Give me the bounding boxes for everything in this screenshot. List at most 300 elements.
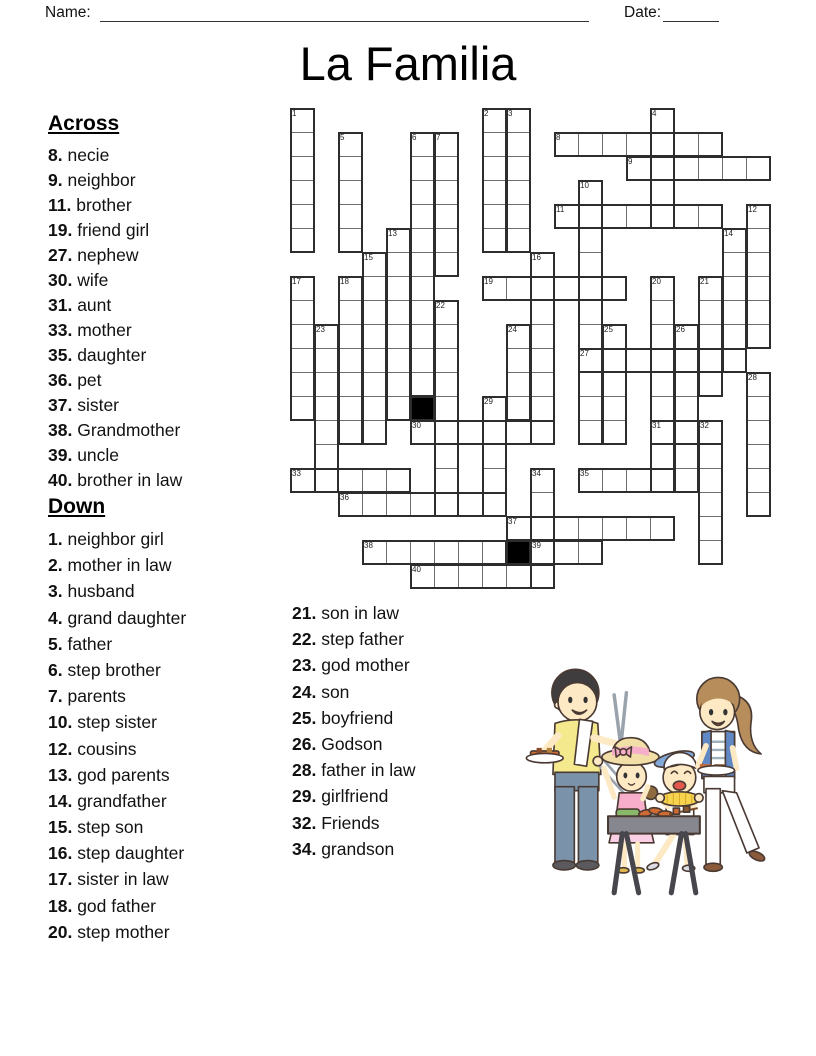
grid-cell-3-7[interactable]	[362, 276, 387, 301]
grid-number-9: 9	[628, 157, 633, 166]
grid-cell-8-1[interactable]	[482, 132, 507, 157]
grid-cell-4-10[interactable]	[386, 348, 411, 373]
grid-cell-9-11[interactable]	[506, 372, 531, 397]
grid-cell-0-7[interactable]	[290, 276, 315, 301]
grid-cell-6-1[interactable]	[434, 132, 459, 157]
grid-cell-15-7[interactable]	[650, 276, 675, 301]
grid-cell-0-11[interactable]	[290, 372, 315, 397]
clue-34: 34. grandson	[292, 838, 395, 859]
grid-number-21: 21	[700, 277, 709, 286]
clue-10: 10. step sister	[48, 712, 157, 733]
grid-cell-3-6[interactable]	[362, 252, 387, 277]
grid-cell-10-11[interactable]	[530, 372, 555, 397]
grid-cell-12-5[interactable]	[578, 228, 603, 253]
clue-6: 6. step brother	[48, 659, 161, 680]
clue-36: 36. pet	[48, 370, 102, 390]
grid-cell-2-2[interactable]	[338, 156, 363, 181]
grid-cell-18-9[interactable]	[722, 324, 747, 349]
grid-cell-5-7[interactable]	[410, 276, 435, 301]
grid-cell-13-1[interactable]	[602, 132, 627, 157]
grid-cell-13-10[interactable]	[602, 348, 627, 373]
grid-cell-2-15[interactable]	[338, 468, 363, 493]
grid-cell-18-7[interactable]	[722, 276, 747, 301]
grid-cell-6-9[interactable]	[434, 324, 459, 349]
grid-cell-0-0[interactable]	[290, 108, 315, 133]
grid-cell-15-4[interactable]	[650, 204, 675, 229]
grid-cell-3-10[interactable]	[362, 348, 387, 373]
grid-cell-12-7[interactable]	[578, 276, 603, 301]
grid-cell-5-10[interactable]	[410, 348, 435, 373]
grid-cell-14-2[interactable]	[626, 156, 651, 181]
grid-cell-19-7[interactable]	[746, 276, 771, 301]
grid-number-29: 29	[484, 397, 493, 406]
grid-cell-17-11[interactable]	[698, 372, 723, 397]
grid-cell-2-11[interactable]	[338, 372, 363, 397]
grid-cell-11-18[interactable]	[554, 540, 579, 565]
grid-cell-8-18[interactable]	[482, 540, 507, 565]
down-heading: Down	[48, 495, 106, 518]
grid-cell-10-8[interactable]	[530, 300, 555, 325]
grid-cell-19-11[interactable]	[746, 372, 771, 397]
grid-cell-4-11[interactable]	[386, 372, 411, 397]
grid-cell-11-4[interactable]	[554, 204, 579, 229]
grid-cell-0-10[interactable]	[290, 348, 315, 373]
clue-11: 11. brother	[48, 195, 132, 215]
grid-cell-19-13[interactable]	[746, 420, 771, 445]
grid-cell-17-18[interactable]	[698, 540, 723, 565]
grid-number-16: 16	[532, 253, 541, 262]
grid-cell-9-13[interactable]	[506, 420, 531, 445]
grid-cell-8-3[interactable]	[482, 180, 507, 205]
grid-cell-3-11[interactable]	[362, 372, 387, 397]
grid-cell-11-17[interactable]	[554, 516, 579, 541]
clue-28: 28. father in law	[292, 760, 416, 781]
grid-cell-12-18[interactable]	[578, 540, 603, 565]
grid-cell-10-16[interactable]	[530, 492, 555, 517]
grid-cell-5-11[interactable]	[410, 372, 435, 397]
grid-number-22: 22	[436, 301, 445, 310]
clue-5: 5. father	[48, 633, 113, 654]
grid-cell-18-6[interactable]	[722, 252, 747, 277]
grid-cell-17-17[interactable]	[698, 516, 723, 541]
grid-cell-0-12[interactable]	[290, 396, 315, 421]
grid-cell-18-8[interactable]	[722, 300, 747, 325]
grid-cell-16-10[interactable]	[674, 348, 699, 373]
grid-cell-10-18[interactable]	[530, 540, 555, 565]
grid-number-37: 37	[508, 517, 517, 526]
clue-3: 3. husband	[48, 581, 135, 602]
grid-cell-4-5[interactable]	[386, 228, 411, 253]
grid-cell-0-15[interactable]	[290, 468, 315, 493]
grid-cell-8-4[interactable]	[482, 204, 507, 229]
grid-cell-5-13[interactable]	[410, 420, 435, 445]
grid-cell-17-13[interactable]	[698, 420, 723, 445]
grid-number-35: 35	[580, 469, 589, 478]
grid-number-34: 34	[532, 469, 541, 478]
grid-cell-18-2[interactable]	[722, 156, 747, 181]
grid-cell-3-15[interactable]	[362, 468, 387, 493]
grid-cell-6-18[interactable]	[434, 540, 459, 565]
grid-cell-8-7[interactable]	[482, 276, 507, 301]
grid-cell-9-1[interactable]	[506, 132, 531, 157]
grid-cell-5-2[interactable]	[410, 156, 435, 181]
clue-40: 40. brother in law	[48, 470, 183, 490]
grid-cell-6-15[interactable]	[434, 468, 459, 493]
grid-cell-17-8[interactable]	[698, 300, 723, 325]
clue-4: 4. grand daughter	[48, 607, 187, 628]
grid-cell-8-13[interactable]	[482, 420, 507, 445]
date-blank-line[interactable]	[663, 4, 719, 22]
clue-16: 16. step daughter	[48, 843, 185, 864]
grid-cell-17-10[interactable]	[698, 348, 723, 373]
grid-cell-16-13[interactable]	[674, 420, 699, 445]
grid-cell-1-14[interactable]	[314, 444, 339, 469]
grid-number-24: 24	[508, 325, 517, 334]
grid-cell-17-14[interactable]	[698, 444, 723, 469]
grid-cell-16-14[interactable]	[674, 444, 699, 469]
grid-cell-17-2[interactable]	[698, 156, 723, 181]
grid-cell-12-15[interactable]	[578, 468, 603, 493]
grid-cell-13-12[interactable]	[602, 396, 627, 421]
grid-cell-8-15[interactable]	[482, 468, 507, 493]
grid-cell-7-13[interactable]	[458, 420, 483, 445]
grid-cell-0-3[interactable]	[290, 180, 315, 205]
grid-number-7: 7	[436, 133, 441, 142]
family-bbq-illustration	[524, 654, 790, 904]
grid-cell-9-3[interactable]	[506, 180, 531, 205]
grid-cell-17-15[interactable]	[698, 468, 723, 493]
grid-number-10: 10	[580, 181, 589, 190]
grid-cell-10-10[interactable]	[530, 348, 555, 373]
grid-cell-3-13[interactable]	[362, 420, 387, 445]
grid-cell-10-17[interactable]	[530, 516, 555, 541]
grid-cell-9-12[interactable]	[506, 396, 531, 421]
grid-number-30: 30	[412, 421, 421, 430]
grid-cell-3-16[interactable]	[362, 492, 387, 517]
grid-cell-8-5[interactable]	[482, 228, 507, 253]
grid-cell-4-7[interactable]	[386, 276, 411, 301]
grid-cell-6-12[interactable]	[434, 396, 459, 421]
grid-cell-6-2[interactable]	[434, 156, 459, 181]
clue-37: 37. sister	[48, 395, 120, 415]
grid-cell-9-10[interactable]	[506, 348, 531, 373]
grid-cell-16-2[interactable]	[674, 156, 699, 181]
grid-number-2: 2	[484, 109, 489, 118]
grid-cell-15-15[interactable]	[650, 468, 675, 493]
grid-cell-1-11[interactable]	[314, 372, 339, 397]
name-label: Name:	[45, 4, 91, 21]
grid-number-23: 23	[316, 325, 325, 334]
grid-cell-6-5[interactable]	[434, 228, 459, 253]
grid-number-6: 6	[412, 133, 417, 142]
grid-cell-0-2[interactable]	[290, 156, 315, 181]
grid-cell-6-16[interactable]	[434, 492, 459, 517]
grid-cell-1-13[interactable]	[314, 420, 339, 445]
grid-cell-15-0[interactable]	[650, 108, 675, 133]
grid-number-33: 33	[292, 469, 301, 478]
grid-cell-18-5[interactable]	[722, 228, 747, 253]
grid-cell-3-18[interactable]	[362, 540, 387, 565]
name-blank-line[interactable]	[100, 4, 589, 22]
grid-cell-11-1[interactable]	[554, 132, 579, 157]
grid-cell-6-8[interactable]	[434, 300, 459, 325]
grill	[608, 806, 700, 893]
grid-cell-15-12[interactable]	[650, 396, 675, 421]
grid-cell-1-15[interactable]	[314, 468, 339, 493]
grid-cell-12-9[interactable]	[578, 324, 603, 349]
grid-cell-13-4[interactable]	[602, 204, 627, 229]
grid-cell-10-12[interactable]	[530, 396, 555, 421]
grid-cell-15-17[interactable]	[650, 516, 675, 541]
grid-number-27: 27	[580, 349, 589, 358]
clue-15: 15. step son	[48, 817, 144, 838]
clue-30: 30. wife	[48, 270, 109, 290]
grid-cell-4-8[interactable]	[386, 300, 411, 325]
grid-cell-9-17[interactable]	[506, 516, 531, 541]
grid-cell-7-19[interactable]	[458, 564, 483, 589]
grid-cell-15-14[interactable]	[650, 444, 675, 469]
grid-number-31: 31	[652, 421, 661, 430]
grid-cell-19-5[interactable]	[746, 228, 771, 253]
grid-number-3: 3	[508, 109, 513, 118]
grid-cell-10-9[interactable]	[530, 324, 555, 349]
grid-cell-7-18[interactable]	[458, 540, 483, 565]
clue-22: 22. step father	[292, 629, 404, 650]
clue-38: 38. Grandmother	[48, 420, 181, 440]
grid-cell-9-0[interactable]	[506, 108, 531, 133]
grid-cell-10-13[interactable]	[530, 420, 555, 445]
grid-cell-17-1[interactable]	[698, 132, 723, 157]
grid-cell-16-15[interactable]	[674, 468, 699, 493]
clue-14: 14. grandfather	[48, 790, 167, 811]
grid-cell-15-2[interactable]	[650, 156, 675, 181]
grid-cell-3-9[interactable]	[362, 324, 387, 349]
grid-cell-2-13[interactable]	[338, 420, 363, 445]
grid-cell-0-4[interactable]	[290, 204, 315, 229]
grid-cell-9-7[interactable]	[506, 276, 531, 301]
grid-cell-15-13[interactable]	[650, 420, 675, 445]
grid-cell-10-6[interactable]	[530, 252, 555, 277]
clue-1: 1. neighbor girl	[48, 529, 164, 549]
grid-cell-8-16[interactable]	[482, 492, 507, 517]
grid-cell-0-9[interactable]	[290, 324, 315, 349]
grid-cell-15-8[interactable]	[650, 300, 675, 325]
grid-cell-0-8[interactable]	[290, 300, 315, 325]
grid-cell-13-9[interactable]	[602, 324, 627, 349]
grid-cell-12-1[interactable]	[578, 132, 603, 157]
tongs-icon	[614, 693, 626, 742]
grid-cell-1-9[interactable]	[314, 324, 339, 349]
grid-cell-6-10[interactable]	[434, 348, 459, 373]
clue-17: 17. sister in law	[48, 869, 169, 890]
grid-number-8: 8	[556, 133, 561, 142]
grid-cell-12-17[interactable]	[578, 516, 603, 541]
grid-cell-9-2[interactable]	[506, 156, 531, 181]
grid-cell-6-14[interactable]	[434, 444, 459, 469]
grid-cell-12-13[interactable]	[578, 420, 603, 445]
grid-cell-17-7[interactable]	[698, 276, 723, 301]
grid-cell-5-8[interactable]	[410, 300, 435, 325]
clue-32: 32. Friends	[292, 812, 380, 833]
grid-cell-12-11[interactable]	[578, 372, 603, 397]
grid-cell-0-5[interactable]	[290, 228, 315, 253]
grid-cell-19-6[interactable]	[746, 252, 771, 277]
grid-number-26: 26	[676, 325, 685, 334]
grid-cell-11-7[interactable]	[554, 276, 579, 301]
grid-cell-13-17[interactable]	[602, 516, 627, 541]
grid-cell-14-15[interactable]	[626, 468, 651, 493]
grid-cell-8-0[interactable]	[482, 108, 507, 133]
grid-cell-5-16[interactable]	[410, 492, 435, 517]
grid-cell-19-12[interactable]	[746, 396, 771, 421]
grid-cell-13-11[interactable]	[602, 372, 627, 397]
grid-cell-2-5[interactable]	[338, 228, 363, 253]
grid-cell-12-10[interactable]	[578, 348, 603, 373]
grid-cell-2-10[interactable]	[338, 348, 363, 373]
grid-cell-4-12[interactable]	[386, 396, 411, 421]
grid-cell-5-3[interactable]	[410, 180, 435, 205]
grid-cell-4-15[interactable]	[386, 468, 411, 493]
grid-cell-17-4[interactable]	[698, 204, 723, 229]
down-clue-list-right	[292, 600, 522, 862]
grid-cell-14-4[interactable]	[626, 204, 651, 229]
grid-cell-2-12[interactable]	[338, 396, 363, 421]
grid-cell-5-9[interactable]	[410, 324, 435, 349]
grid-number-17: 17	[292, 277, 301, 286]
grid-cell-4-9[interactable]	[386, 324, 411, 349]
grid-cell-10-15[interactable]	[530, 468, 555, 493]
grid-cell-12-12[interactable]	[578, 396, 603, 421]
grid-cell-16-9[interactable]	[674, 324, 699, 349]
grid-cell-15-10[interactable]	[650, 348, 675, 373]
grid-cell-16-12[interactable]	[674, 396, 699, 421]
grid-number-38: 38	[364, 541, 373, 550]
grid-cell-2-1[interactable]	[338, 132, 363, 157]
grid-cell-14-1[interactable]	[626, 132, 651, 157]
grid-cell-17-9[interactable]	[698, 324, 723, 349]
grid-cell-4-6[interactable]	[386, 252, 411, 277]
grid-cell-10-7[interactable]	[530, 276, 555, 301]
grid-cell-4-18[interactable]	[386, 540, 411, 565]
clue-39: 39. uncle	[48, 445, 120, 465]
grid-cell-13-15[interactable]	[602, 468, 627, 493]
grid-cell-2-8[interactable]	[338, 300, 363, 325]
clue-12: 12. cousins	[48, 738, 137, 759]
grid-cell-19-9[interactable]	[746, 324, 771, 349]
grid-cell-13-13[interactable]	[602, 420, 627, 445]
grid-cell-2-4[interactable]	[338, 204, 363, 229]
grid-cell-9-4[interactable]	[506, 204, 531, 229]
grid-cell-15-1[interactable]	[650, 132, 675, 157]
grid-number-36: 36	[340, 493, 349, 502]
grid-cell-4-16[interactable]	[386, 492, 411, 517]
grid-cell-17-16[interactable]	[698, 492, 723, 517]
grid-cell-3-8[interactable]	[362, 300, 387, 325]
across-clue-list	[48, 143, 288, 493]
grid-cell-8-2[interactable]	[482, 156, 507, 181]
grid-cell-8-14[interactable]	[482, 444, 507, 469]
grid-cell-15-9[interactable]	[650, 324, 675, 349]
black-cell-5-12	[410, 396, 435, 421]
clue-7: 7. parents	[48, 686, 126, 707]
grid-cell-0-1[interactable]	[290, 132, 315, 157]
grid-cell-18-10[interactable]	[722, 348, 747, 373]
grid-cell-6-3[interactable]	[434, 180, 459, 205]
grid-cell-9-5[interactable]	[506, 228, 531, 253]
grid-cell-19-14[interactable]	[746, 444, 771, 469]
grid-cell-6-6[interactable]	[434, 252, 459, 277]
grid-number-5: 5	[340, 133, 345, 142]
clue-9: 9. neighbor	[48, 170, 136, 190]
grid-cell-6-13[interactable]	[434, 420, 459, 445]
grid-cell-5-5[interactable]	[410, 228, 435, 253]
grid-cell-12-8[interactable]	[578, 300, 603, 325]
grid-cell-9-19[interactable]	[506, 564, 531, 589]
grid-number-39: 39	[532, 541, 541, 550]
grid-cell-1-12[interactable]	[314, 396, 339, 421]
grid-cell-8-12[interactable]	[482, 396, 507, 421]
grid-cell-19-8[interactable]	[746, 300, 771, 325]
grid-cell-6-4[interactable]	[434, 204, 459, 229]
grid-cell-7-16[interactable]	[458, 492, 483, 517]
grid-cell-12-4[interactable]	[578, 204, 603, 229]
grid-cell-3-12[interactable]	[362, 396, 387, 421]
grid-cell-19-4[interactable]	[746, 204, 771, 229]
grid-cell-16-1[interactable]	[674, 132, 699, 157]
grid-cell-9-9[interactable]	[506, 324, 531, 349]
grid-cell-2-9[interactable]	[338, 324, 363, 349]
grid-cell-5-6[interactable]	[410, 252, 435, 277]
mom-figure	[697, 677, 766, 871]
grid-number-40: 40	[412, 565, 421, 574]
grid-number-14: 14	[724, 229, 733, 238]
grid-cell-2-16[interactable]	[338, 492, 363, 517]
grid-cell-14-17[interactable]	[626, 516, 651, 541]
clue-8: 8. necie	[48, 145, 110, 165]
grid-cell-1-10[interactable]	[314, 348, 339, 373]
grid-cell-5-19[interactable]	[410, 564, 435, 589]
grid-cell-5-4[interactable]	[410, 204, 435, 229]
grid-cell-14-10[interactable]	[626, 348, 651, 373]
grid-cell-16-11[interactable]	[674, 372, 699, 397]
grid-cell-19-15[interactable]	[746, 468, 771, 493]
grid-cell-16-4[interactable]	[674, 204, 699, 229]
grid-cell-19-16[interactable]	[746, 492, 771, 517]
clue-29: 29. girlfriend	[292, 786, 389, 807]
clue-18: 18. god father	[48, 895, 157, 916]
grid-number-25: 25	[604, 325, 613, 334]
grid-cell-12-6[interactable]	[578, 252, 603, 277]
crossword-grid	[290, 108, 771, 589]
grid-cell-5-1[interactable]	[410, 132, 435, 157]
grid-cell-6-11[interactable]	[434, 372, 459, 397]
grid-cell-2-7[interactable]	[338, 276, 363, 301]
grid-cell-6-19[interactable]	[434, 564, 459, 589]
grid-number-1: 1	[292, 109, 297, 118]
grid-cell-19-2[interactable]	[746, 156, 771, 181]
grid-cell-12-3[interactable]	[578, 180, 603, 205]
grid-cell-15-11[interactable]	[650, 372, 675, 397]
clue-35: 35. daughter	[48, 345, 147, 365]
clue-2: 2. mother in law	[48, 555, 172, 576]
grid-cell-8-19[interactable]	[482, 564, 507, 589]
grid-cell-13-7[interactable]	[602, 276, 627, 301]
grid-cell-5-18[interactable]	[410, 540, 435, 565]
grid-cell-15-3[interactable]	[650, 180, 675, 205]
grid-number-11: 11	[556, 205, 565, 214]
grid-cell-2-3[interactable]	[338, 180, 363, 205]
grid-cell-10-19[interactable]	[530, 564, 555, 589]
